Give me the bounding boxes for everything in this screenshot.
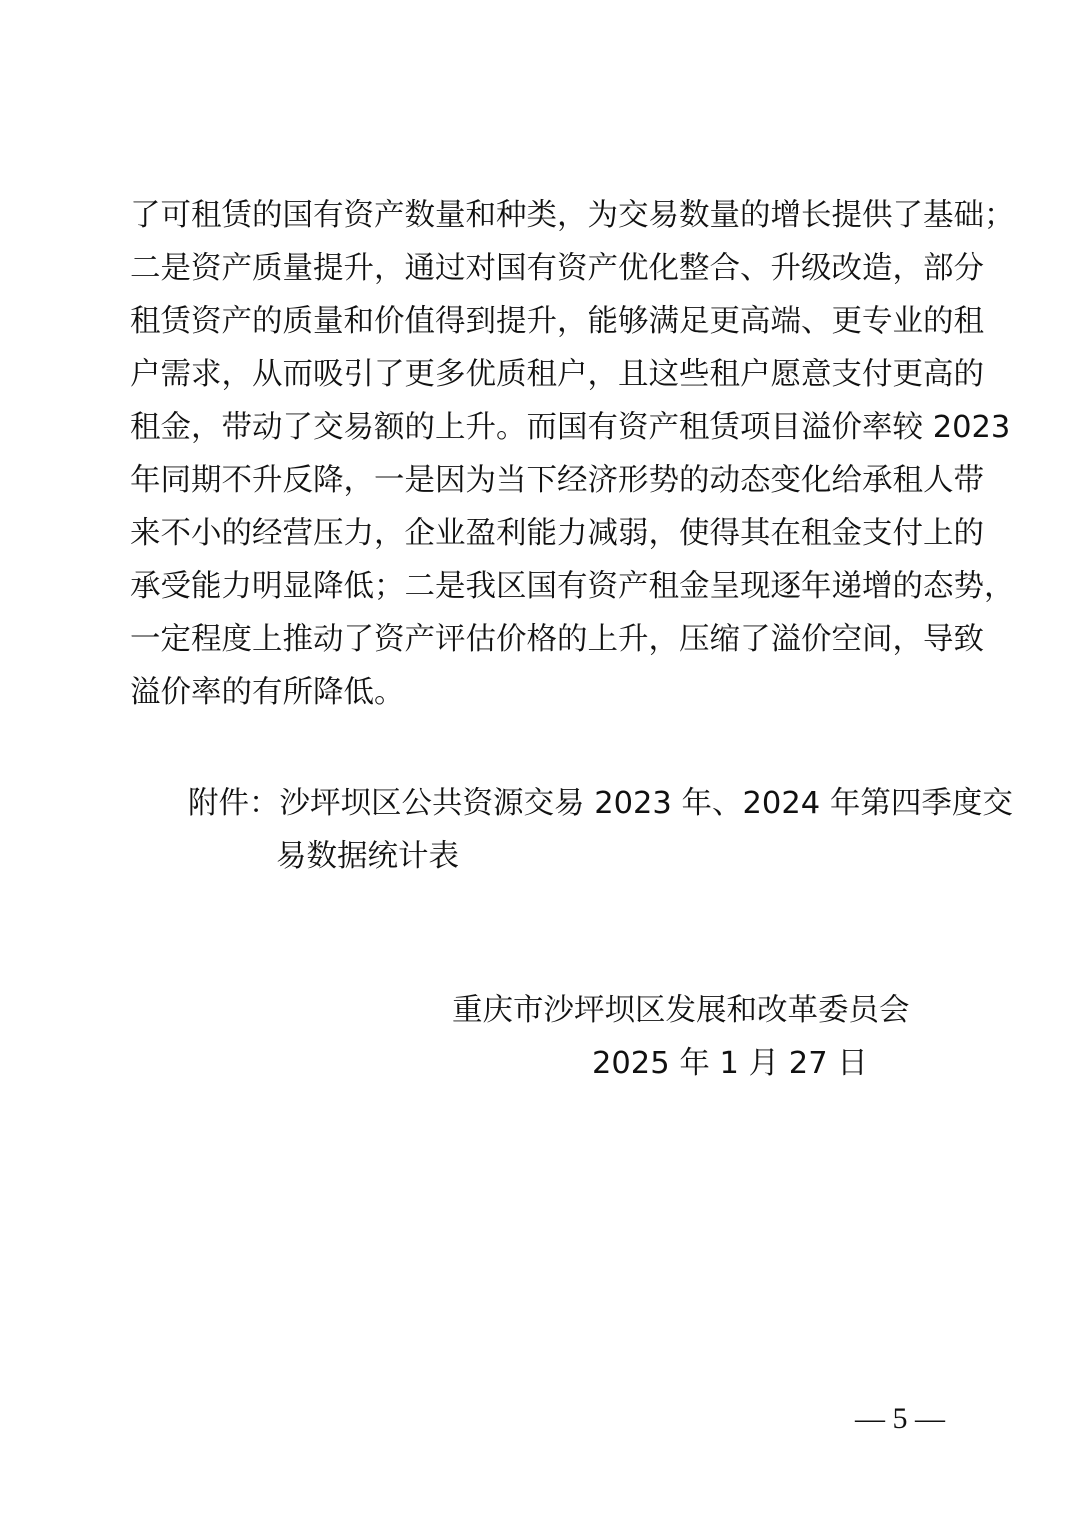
issuing-organization: 重庆市沙坪坝区发展和改革委员会 bbox=[452, 993, 910, 1028]
page-number: — 5 — bbox=[855, 1402, 945, 1435]
paragraph-line: 来不小的经营压力，企业盈利能力减弱，使得其在租金支付上的 bbox=[130, 516, 984, 551]
paragraph-line: 年同期不升反降，一是因为当下经济形势的动态变化给承租人带 bbox=[130, 463, 984, 498]
paragraph-line: 承受能力明显降低；二是我区国有资产租金呈现逐年递增的态势， bbox=[130, 569, 1015, 604]
paragraph-line: 一定程度上推动了资产评估价格的上升，压缩了溢价空间，导致 bbox=[130, 622, 984, 657]
attachment-note bbox=[188, 777, 1013, 883]
paragraph-line: 租金，带动了交易额的上升。而国有资产租赁项目溢价率较 2023 bbox=[130, 410, 1011, 445]
paragraph-line: 租赁资产的质量和价值得到提升，能够满足更高端、更专业的租 bbox=[130, 304, 984, 339]
paragraph-line: 二是资产质量提升，通过对国有资产优化整合、升级改造，部分 bbox=[130, 251, 984, 286]
paragraph-line: 了可租赁的国有资产数量和种类，为交易数量的增长提供了基础； bbox=[130, 198, 1015, 233]
paragraph-line: 溢价率的有所降低。 bbox=[130, 675, 405, 710]
body-paragraph bbox=[130, 189, 1015, 719]
attachment-line-1: 附件：沙坪坝区公共资源交易 2023 年、2024 年第四季度交 bbox=[188, 786, 1013, 821]
paragraph-line: 户需求，从而吸引了更多优质租户，且这些租户愿意支付更高的 bbox=[130, 357, 984, 392]
attachment-line-2: 易数据统计表 bbox=[276, 839, 459, 874]
issue-date: 2025 年 1 月 27 日 bbox=[592, 1046, 868, 1081]
signature-block bbox=[452, 984, 952, 1090]
